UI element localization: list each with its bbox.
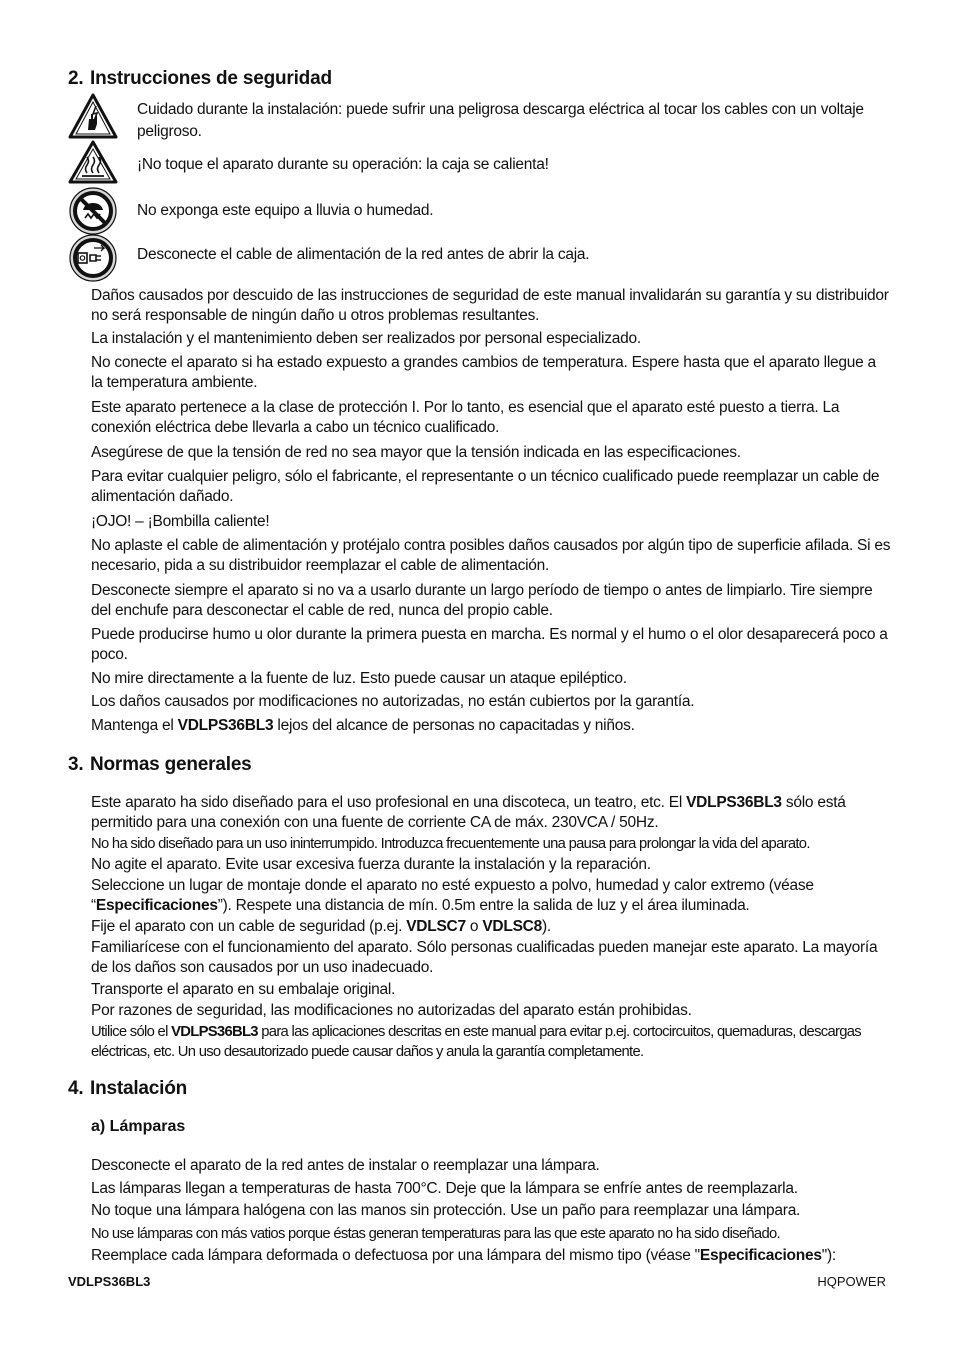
section-3-title: Normas generales: [90, 754, 252, 775]
general-paragraph-4: [91, 876, 891, 916]
section-2-number: 2.: [68, 68, 84, 89]
general-paragraph-2: No ha sido diseñado para un uso ininterrumpido. Introduzca frecuentemente una pausa para prolongar la vida del aparato.: [91, 836, 810, 852]
safety-paragraph-9: Desconecte siempre el aparato si no va a usarlo durante un largo período de tiempo o antes de limpiarlo. Tire siempre del enchufe para desconectar el cable de red, nunca del propio cable.: [91, 582, 873, 619]
safety-paragraph-7: ¡OJO! – ¡Bombilla caliente!: [91, 513, 270, 530]
install-paragraph-3: No toque una lámpara halógena con las manos sin protección. Use un paño para reemplazar una lámpara.: [91, 1202, 801, 1219]
text-run: ).: [541, 918, 551, 935]
general-paragraph-8: Por razones de seguridad, las modificaciones no autorizadas del aparato están prohibidas.: [91, 1002, 692, 1019]
text-run: ”). Respete una distancia de mín. 0.5m entre la salida de luz y el área iluminada.: [217, 897, 750, 914]
electric-shock-warning-icon: [68, 92, 118, 142]
general-paragraph-6: Familiarícese con el funcionamiento del aparato. Sólo personas cualificadas pueden manejar este aparato. La mayoría de los daños son causados por un uso inadecuado.: [91, 939, 878, 976]
unplug-before-opening-icon: [68, 233, 118, 283]
safety-paragraph-8: No aplaste el cable de alimentación y protéjalo contra posibles daños causados por algún tipo de superficie afilada. Si es necesario, pida a su distribuidor reemplazar el cable de alimentación.: [91, 537, 891, 574]
safety-paragraph-1: Daños causados por descuido de las instrucciones de seguridad de este manual invalidarán su garantía y su distribuidor no será responsable de ningún daño u otros problemas resultantes.: [91, 287, 889, 324]
footer-brand: HQPOWER: [817, 1274, 886, 1289]
safety-paragraph-5: Asegúrese de que la tensión de red no sea mayor que la tensión indicada en las especificaciones.: [91, 444, 741, 461]
general-paragraph-9: [91, 1022, 891, 1062]
text-run: Este aparato ha sido diseñado para el uso profesional en una discoteca, un teatro, etc. El: [91, 794, 687, 811]
text-run: Reemplace cada lámpara deformada o defectuosa por una lámpara del mismo tipo (véase ": [91, 1247, 700, 1264]
subsection-lamparas-heading: a) Lámparas: [91, 1118, 186, 1135]
install-paragraph-5: [91, 1246, 891, 1266]
footer-model: VDLPS36BL3: [68, 1274, 151, 1289]
section-2-heading: [68, 68, 332, 90]
safety-cable-model: VDLSC8: [482, 918, 542, 935]
warning-text-shock: Cuidado durante la instalación: puede sufrir una peligrosa descarga eléctrica al tocar los cables con un voltaje peligroso.: [137, 101, 864, 140]
text-run: lejos del alcance de personas no capacitadas y niños.: [273, 717, 635, 734]
text-run: para las aplicaciones descritas en este manual para evitar p.ej. cortocircuitos, quemaduras, descargas eléctricas, etc. Un uso desautorizado puede causar daños y anula la garantía completamente.: [91, 1024, 861, 1060]
section-2-title: Instrucciones de seguridad: [90, 68, 332, 89]
safety-paragraph-13: [91, 716, 891, 736]
model-name: VDLPS36BL3: [686, 794, 782, 811]
general-paragraph-3: No agite el aparato. Evite usar excesiva fuerza durante la instalación y la reparación.: [91, 856, 651, 873]
general-paragraph-7: Transporte el aparato en su embalaje original.: [91, 981, 396, 998]
section-4-title: Instalación: [90, 1078, 188, 1099]
text-run: Utilice sólo el: [91, 1024, 172, 1040]
general-paragraph-5: [91, 917, 891, 937]
section-3-heading: [68, 754, 252, 776]
safety-paragraph-2: La instalación y el mantenimiento deben ser realizados por personal especializado.: [91, 330, 641, 347]
safety-paragraph-3: No conecte el aparato si ha estado expuesto a grandes cambios de temperatura. Espere hasta que el aparato llegue a la temperatura ambiente.: [91, 354, 876, 391]
safety-cable-model: VDLSC7: [406, 918, 466, 935]
warning-text-hot: ¡No toque el aparato durante su operación: la caja se calienta!: [137, 156, 549, 173]
safety-paragraph-11: No mire directamente a la fuente de luz. Esto puede causar un ataque epiléptico.: [91, 670, 627, 687]
safety-paragraph-12: Los daños causados por modificaciones no autorizadas, no están cubiertos por la garantía.: [91, 693, 695, 710]
text-run: Mantenga el: [91, 717, 178, 734]
specifications-ref: Especificaciones: [699, 1247, 822, 1264]
safety-paragraph-4: Este aparato pertenece a la clase de protección I. Por lo tanto, es esencial que el aparato esté puesto a tierra. La conexión eléctrica debe llevarla a cabo un técnico cualificado.: [91, 399, 840, 436]
general-paragraph-1: [91, 793, 891, 833]
text-run: "):: [821, 1247, 836, 1264]
text-run: Fije el aparato con un cable de seguridad (p.ej.: [91, 918, 407, 935]
safety-paragraph-6: Para evitar cualquier peligro, sólo el fabricante, el representante o un técnico cualificado puede reemplazar un cable de alimentación dañado.: [91, 468, 880, 505]
install-paragraph-4: No use lámparas con más vatios porque éstas generan temperaturas para las que este aparato no ha sido diseñado.: [91, 1226, 780, 1242]
section-4-number: 4.: [68, 1078, 84, 1099]
install-paragraph-2: Las lámparas llegan a temperaturas de hasta 700°C. Deje que la lámpara se enfríe antes de reemplazarla.: [91, 1180, 798, 1197]
section-4-heading: [68, 1078, 187, 1100]
text-run: o: [465, 918, 483, 935]
hot-surface-warning-icon: [68, 139, 118, 189]
model-name: VDLPS36BL3: [177, 717, 274, 734]
install-paragraph-1: Desconecte el aparato de la red antes de instalar o reemplazar una lámpara.: [91, 1157, 600, 1174]
section-3-number: 3.: [68, 754, 84, 775]
model-name: VDLPS36BL3: [171, 1024, 258, 1040]
warning-text-rain: No exponga este equipo a lluvia o humedad.: [137, 202, 434, 219]
text-run: Seleccione un lugar de montaje donde el aparato no esté expuesto a polvo, humedad y calor extremo (véase “: [91, 877, 814, 914]
no-rain-humidity-icon: [68, 186, 118, 236]
text-run: sólo está permitido para una conexión con una fuente de corriente CA de máx. 230VCA / 50Hz.: [91, 794, 846, 831]
specifications-ref: Especificaciones: [95, 897, 218, 914]
safety-paragraph-10: Puede producirse humo u olor durante la primera puesta en marcha. Es normal y el humo o el olor desaparecerá poco a poco.: [91, 626, 888, 663]
warning-text-unplug: Desconecte el cable de alimentación de la red antes de abrir la caja.: [137, 246, 590, 263]
